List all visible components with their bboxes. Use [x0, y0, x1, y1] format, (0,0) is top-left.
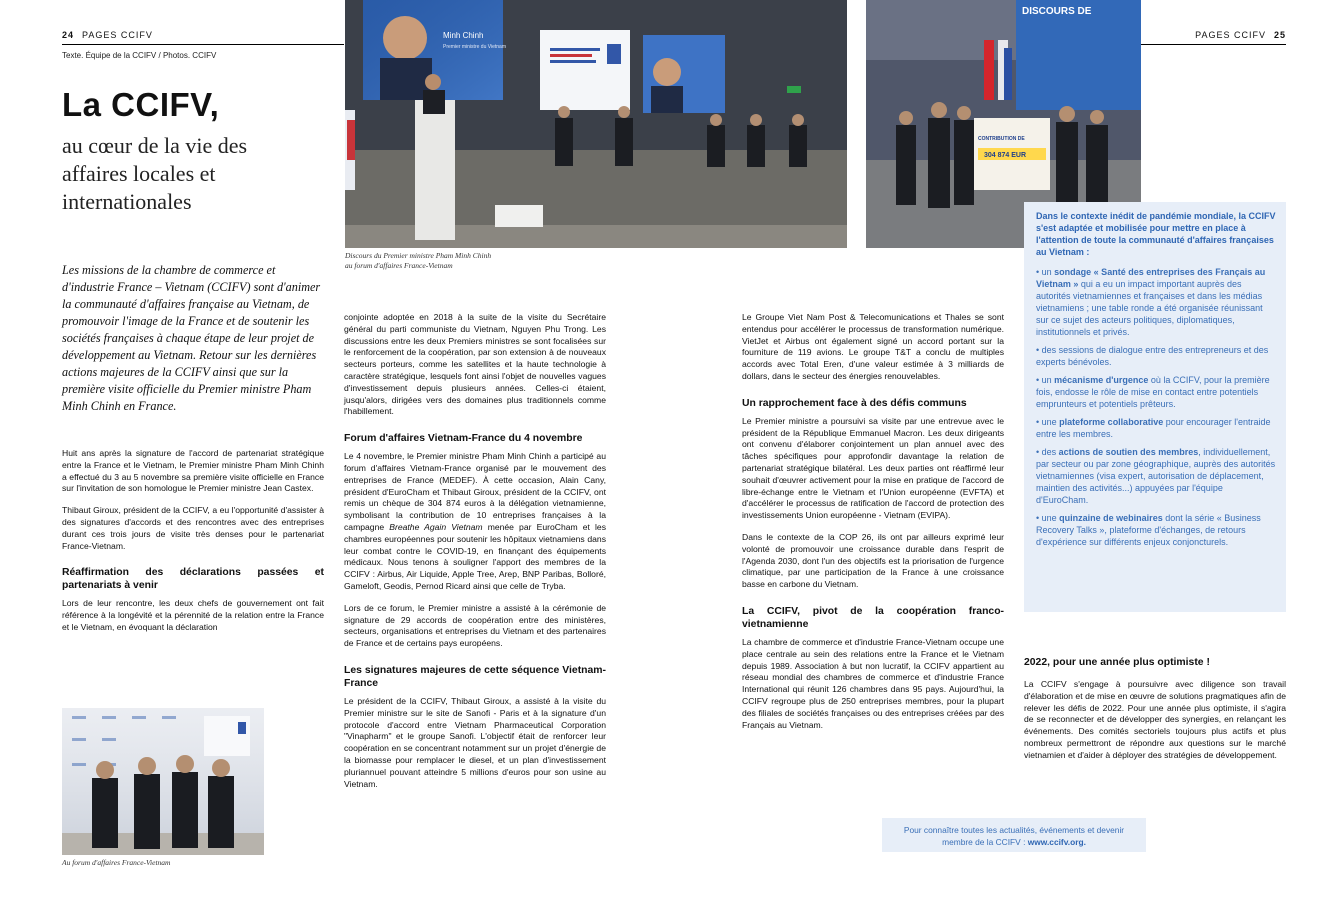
callout-item: • un mécanisme d'urgence où la CCIFV, pour la première fois, endosse le rôle de mise en contact entre potentiels emprunteurs et potentiels prêteurs.: [1036, 375, 1270, 409]
website-note: [882, 818, 1146, 852]
paragraph: Le président de la CCIFV, Thibaut Giroux, a assisté à la visite du Premier ministre sur le site de Sanofi - Paris et à la signature d'un protocole d'accord entre Vietnam Pharmaceutical Corporation "Vinapharm" et le groupe Sanofi. L'objectif était de renforcer leur coopération en se concentrant notamment sur un projet d'énergie de la biomasse pour remplacer le diesel, et un plan d'investissement pluriannuel pouvant atteindre 5 millions d'euros pour son usine au Vietnam.: [344, 695, 606, 789]
subtitle-line: au cœur de la vie des: [62, 133, 248, 158]
callout-item: • une plateforme collaborative pour encourager l'entraide entre les membres.: [1036, 417, 1271, 439]
column-3: [742, 312, 1004, 741]
group-photo-illustration: [62, 708, 264, 855]
paragraph-start: Le 4 novembre, le Premier ministre Pham Minh Chinh a participé au forum d'affaires Vietnam-France organisé par le mouvement des entreprises de France (MEDEF). À cette occasion, Alain Cany, président d'EuroCham et Thibaut Giroux, président de la CCIFV, ont remis un chèque de 304 874 euros à la délégation vietnamienne, symbolisant la contribution de 10 entreprises françaises à la campagne: [344, 451, 606, 532]
main-photo: [345, 0, 847, 248]
subtitle-line: affaires locales et: [62, 161, 216, 186]
paragraph: Le Premier ministre a poursuivi sa visite par une entrevue avec le président de la République Emmanuel Macron. Les deux dirigeants ont convenu d'élaborer conjointement un plan annuel avec des tâches spécifiques pour approfondir davantage la relation de partenariat stratégique bilatéral. Les deux parties ont réaffirmé leur souhait d'œuvrer activement pour la mise en pratique de l'accord de libre-échange entre le Vietnam et l'Union européenne (EVFTA) et d'accélérer le processus de ratification de l'accord de protection des investissements Union européenne - Vietnam (EVIPA).: [742, 415, 1004, 521]
header-rule-left: [62, 44, 344, 45]
paragraph: Thibaut Giroux, président de la CCIFV, a eu l'opportunité d'assister à des signatures d'accords et des rencontres avec des entreprises durant ces trois jours de visite très denses pour le partenariat France-Vietnam.: [62, 505, 324, 551]
section-heading: Forum d'affaires Vietnam-France du 4 novembre: [344, 433, 583, 445]
note-line: membre de la CCIFV : www.ccifv.org.: [942, 837, 1086, 847]
page-subtitle: [62, 132, 322, 216]
group-photo-caption: Au forum d'affaires France-Vietnam: [62, 858, 171, 867]
section-heading: Réaffirmation des déclarations passées et partenariats à venir: [62, 567, 324, 592]
screen-role: Premier ministre du Vietnam: [443, 44, 506, 50]
right-page-header: [1195, 30, 1286, 40]
paragraph: La chambre de commerce et d'industrie France-Vietnam occupe une place centrale au sein des relations entre la France et le Vietnam depuis 1989. Association à but non lucratif, la CCIFV appartient au réseau mondial des chambres de commerce et d'industrie France International qui réunit 126 chambres dans 95 pays. Aujourd'hui, la CCIFV regroupe plus de 250 entreprises membres, pour la plupart des filiales de sociétés françaises ou des entreprises créées par des Français au Vietnam.: [742, 636, 1004, 730]
paragraph: Le Groupe Viet Nam Post & Telecomunications et Thales se sont entendus pour accélérer le processus de transformation numérique. VietJet et Airbus ont également signé un accord portant sur la fourniture de 119 avions. Le groupe T&T a conclu de multiples accords avec Total Eren, d'une valeur estimée à 3 milliards de dollars, dans le secteur des énergies renouvelables.: [742, 312, 1004, 381]
section-heading: 2022, pour une année plus optimiste !: [1024, 657, 1210, 668]
cheque-amount: 304 874 EUR: [984, 152, 1027, 159]
callout-item: • des actions de soutien des membres, individuellement, par secteur ou par zone géographique, auprès des autorités vietnamiennes (visa expert, autorisation de déplacement, maintien des activités...) appuyées par l'équipe d'EuroCham.: [1036, 447, 1276, 505]
callout-lead: Dans le contexte inédit de pandémie mondiale, la CCIFV s'est adaptée et mobilisée pour mettre en place à l'attention de toute la communauté d'affaires françaises au Vietnam :: [1036, 211, 1276, 257]
main-photo-caption: [345, 251, 491, 271]
conference-stage-illustration: [345, 0, 847, 248]
group-photo: [62, 708, 264, 855]
section-heading: Un rapprochement face à des défis communs: [742, 397, 967, 409]
paragraph: Dans le contexte de la COP 26, ils ont par ailleurs exprimé leur volonté de promouvoir une croissance durable dans l'esprit de l'Agenda 2030, dont l'un des objectifs est la priorisation de l'urgence climatique, par une participation de la France à une croissance basse en carbone du Vietnam.: [742, 531, 1004, 590]
callout-item: • des sessions de dialogue entre des entrepreneurs et des experts bénévoles.: [1036, 345, 1269, 367]
section-label-right: PAGES CCIFV: [1195, 30, 1266, 40]
column-4: [1024, 656, 1286, 772]
callout-list: [1036, 266, 1276, 548]
page-number-left: 24: [62, 30, 75, 40]
page-title: La CCIFV,: [62, 86, 220, 123]
paragraph: [344, 451, 606, 593]
column-1: [62, 448, 324, 644]
callout-item: • un sondage « Santé des entreprises des Français au Vietnam » qui a eu un impact important auprès des autorités vietnamiennes et françaises et dans les médias vietnamiens ; une table ronde a été organisée réunissant sur ce sujet des acteurs politiques, diplomatiques, institutionnels et privés.: [1036, 267, 1266, 337]
photo-credit: Texte. Équipe de la CCIFV / Photos. CCIFV: [62, 51, 217, 60]
cheque-title: CONTRIBUTION DE: [978, 136, 1025, 142]
left-page-header: [62, 30, 153, 40]
note-line: Pour connaître toutes les actualités, événements et devenir: [903, 825, 1125, 835]
campaign-name: Breathe Again Vietnam: [389, 521, 483, 532]
paragraph: Lors de leur rencontre, les deux chefs de gouvernement ont fait référence à la longévité et la pérennité de la relation entre la France et le Vietnam, en évoquant la déclaration: [62, 598, 324, 632]
caption-line: Discours du Premier ministre Pham Minh Chinh: [345, 251, 492, 260]
paragraph-end: menée par EuroCham et les chambres européennes pour soutenir les hôpitaux vietnamiens dans leur combat contre le COVID-19, en finançant des équipements médicaux. Nous tenons à souligner l'apport des membres de la CCIFV : Airbus, Air Liquide, Apple Tree, Arep, BNP Paribas, Bolloré, Gameloft, Geodis, Pernod Ricard ainsi que celle de Tryba.: [344, 521, 607, 591]
section-heading: La CCIFV, pivot de la coopération franco-vietnamienne: [742, 605, 1004, 630]
paragraph: conjointe adoptée en 2018 à la suite de la visite du Secrétaire général du parti communiste du Vietnam, Nguyen Phu Trong. Les discussions entre les deux Premiers ministres se sont focalisées sur le renforcement de la coopération, par son extension à de nouveaux secteurs porteurs, comme les satellites et la haute technologie à caractère stratégique, lesquels font ainsi l'objet de nouvelles vagues d'investissement depuis plusieurs années. Celles-ci étaient, jusqu'alors, dirigées vers des domaines plus traditionnels comme l'habillement.: [344, 312, 606, 417]
paragraph: Huit ans après la signature de l'accord de partenariat stratégique entre la France et le Vietnam, le Premier ministre Pham Minh Chinh a effectué du 3 au 5 novembre sa première visite officielle en France sur l'invitation de son homologue le Premier ministre Jean Castex.: [62, 448, 324, 494]
section-heading: Les signatures majeures de cette séquence Vietnam-France: [344, 664, 606, 689]
paragraph: La CCIFV s'engage à poursuivre avec diligence son travail d'élaboration et de mise en œuvre de solutions pragmatiques afin de relever les défis de 2022. Pour une année plus optimiste, il s'agira de se reconnecter et de développer des synergies, en relançant les événements. Des comités sectoriels toujours plus actifs et plus nombreux permettront de répondre aux questions sur le marché vietnamien et d'aider à déployer des stratégies de développement.: [1024, 679, 1286, 760]
paragraph: Lors de ce forum, le Premier ministre a assisté à la cérémonie de signature de 29 accords de coopération entre des ministères, secteurs, organisations et entreprises du Vietnam et des partenaires de France et de certains pays européens.: [344, 602, 606, 649]
pandemic-callout: [1024, 202, 1286, 612]
screen-name: Minh Chinh: [443, 31, 484, 40]
banner-text: DISCOURS DE: [1022, 6, 1092, 17]
page-number-right: 25: [1273, 30, 1286, 40]
website-link[interactable]: www.ccifv.org.: [1027, 837, 1086, 847]
column-2: [344, 312, 606, 800]
subtitle-line: internationales: [62, 189, 192, 214]
caption-line: au forum d'affaires France-Vietnam: [345, 261, 453, 270]
callout-item: • une quinzaine de webinaires dont la série « Business Recovery Talks », plateforme d'échanges, de retours d'expérience sur différents enjeux conjoncturels.: [1036, 513, 1261, 547]
intro-paragraph: Les missions de la chambre de commerce et d'industrie France – Vietnam (CCIFV) sont d'animer la communauté d'affaires française au Vietnam, de promouvoir l'image de la France et de soutenir les sociétés françaises à chaque étape de leur projet de développement au Vietnam. Retour sur les dernières actions majeures de la CCIFV ainsi que sur la première visite officielle du Premier ministre Pham Minh Chinh en France.: [62, 263, 321, 413]
section-label-left: PAGES CCIFV: [82, 30, 153, 40]
